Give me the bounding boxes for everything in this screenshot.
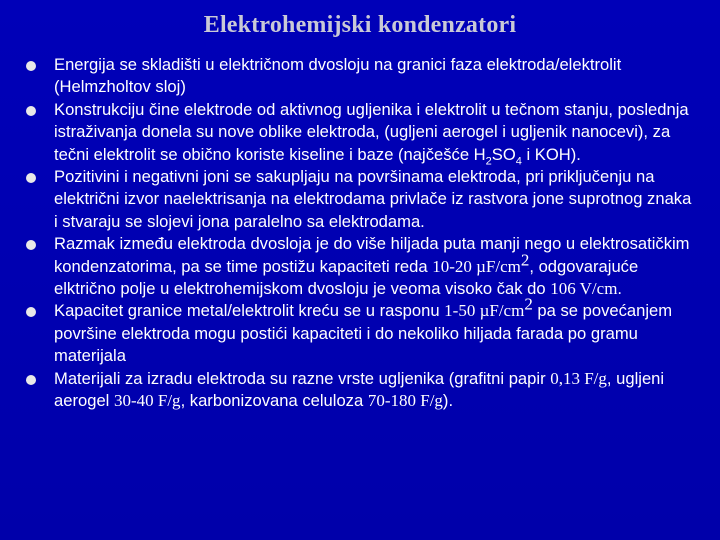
bullet-item [26,233,698,300]
bullet-text: pa se povećanjem površine elektroda mogu postići kapaciteti i do nekoliko hiljada farada po gramu materijala [54,301,673,366]
bullet-text: Energija se skladišti u električnom dvosloju na granici faza elektroda/elektrolit (Helmzholtov sloj) [54,55,622,97]
bullet-text: Konstrukciju čine elektrode od aktivnog ugljenika i elektrolit u tečnom stanju, poslednja istraživanja donela su nove oblike elektroda, (ugljeni aerogel i ugljenik nanocevi), za tečni elektrolit se obično koriste kiseline i baze (najčešće H [54,99,689,164]
superscript: 2 [520,250,530,270]
bullet-item [26,99,698,166]
bullet-dot-icon [26,61,36,71]
subscript: 4 [515,154,522,167]
bullet-item [26,294,698,367]
bullet-text: , karbonizovana celuloza [180,391,368,411]
bullet-text: Pozitivini i negativni joni se sakupljaju na površinama elektroda, pri priključenju na električni izvor naelektrisanja na elektrodama privlače iz rastvora jone suprotnog znaka i stvaraju se slojevi jona paralelno sa elektrodama. [54,167,692,231]
capacitance-value: 1-50 µF/cm [444,301,525,321]
bullet-text: ). [442,391,454,411]
bullet-text: i KOH). [521,144,581,164]
capacitance-value: 70-180 F/g [367,391,443,411]
bullet-text: , odgovarajuće elktrično polje u elektrohemijskom dvosloju je veoma visoko čak do [54,256,639,299]
bullet-text: Materijali za izradu elektroda su razne vrste ugljenika (grafitni papir [54,368,551,388]
bullet-text: . [617,279,623,299]
bullet-item [26,166,698,233]
bullet-item [26,368,698,413]
bullet-text: Razmak između elektroda dvosloja je do više hiljada puta manji nego u elektrosatičkim kondenzatorima, pa se time postižu kapaciteti reda [54,234,690,276]
capacitance-value: 0,13 F/g [550,368,607,388]
bullet-text: SO [491,144,516,164]
capacitance-value: 10-20 µF/cm [432,256,521,276]
bullet-dot-icon [26,240,36,250]
slide-title: Elektrohemijski kondenzatori [203,12,517,38]
bullet-dot-icon [26,173,36,183]
bullet-list [26,54,698,413]
bullet-dot-icon [26,375,36,385]
subscript: 2 [485,154,492,167]
bullet-item [26,54,698,99]
field-value: 106 V/cm [550,279,618,299]
superscript: 2 [524,294,533,314]
bullet-text: , ugljeni aerogel [54,368,665,411]
capacitance-value: 30-40 F/g [113,391,181,411]
bullet-text: Kapacitet granice metal/elektrolit kreću se u rasponu [54,301,445,321]
bullet-dot-icon [26,106,36,116]
bullet-dot-icon [26,307,36,317]
